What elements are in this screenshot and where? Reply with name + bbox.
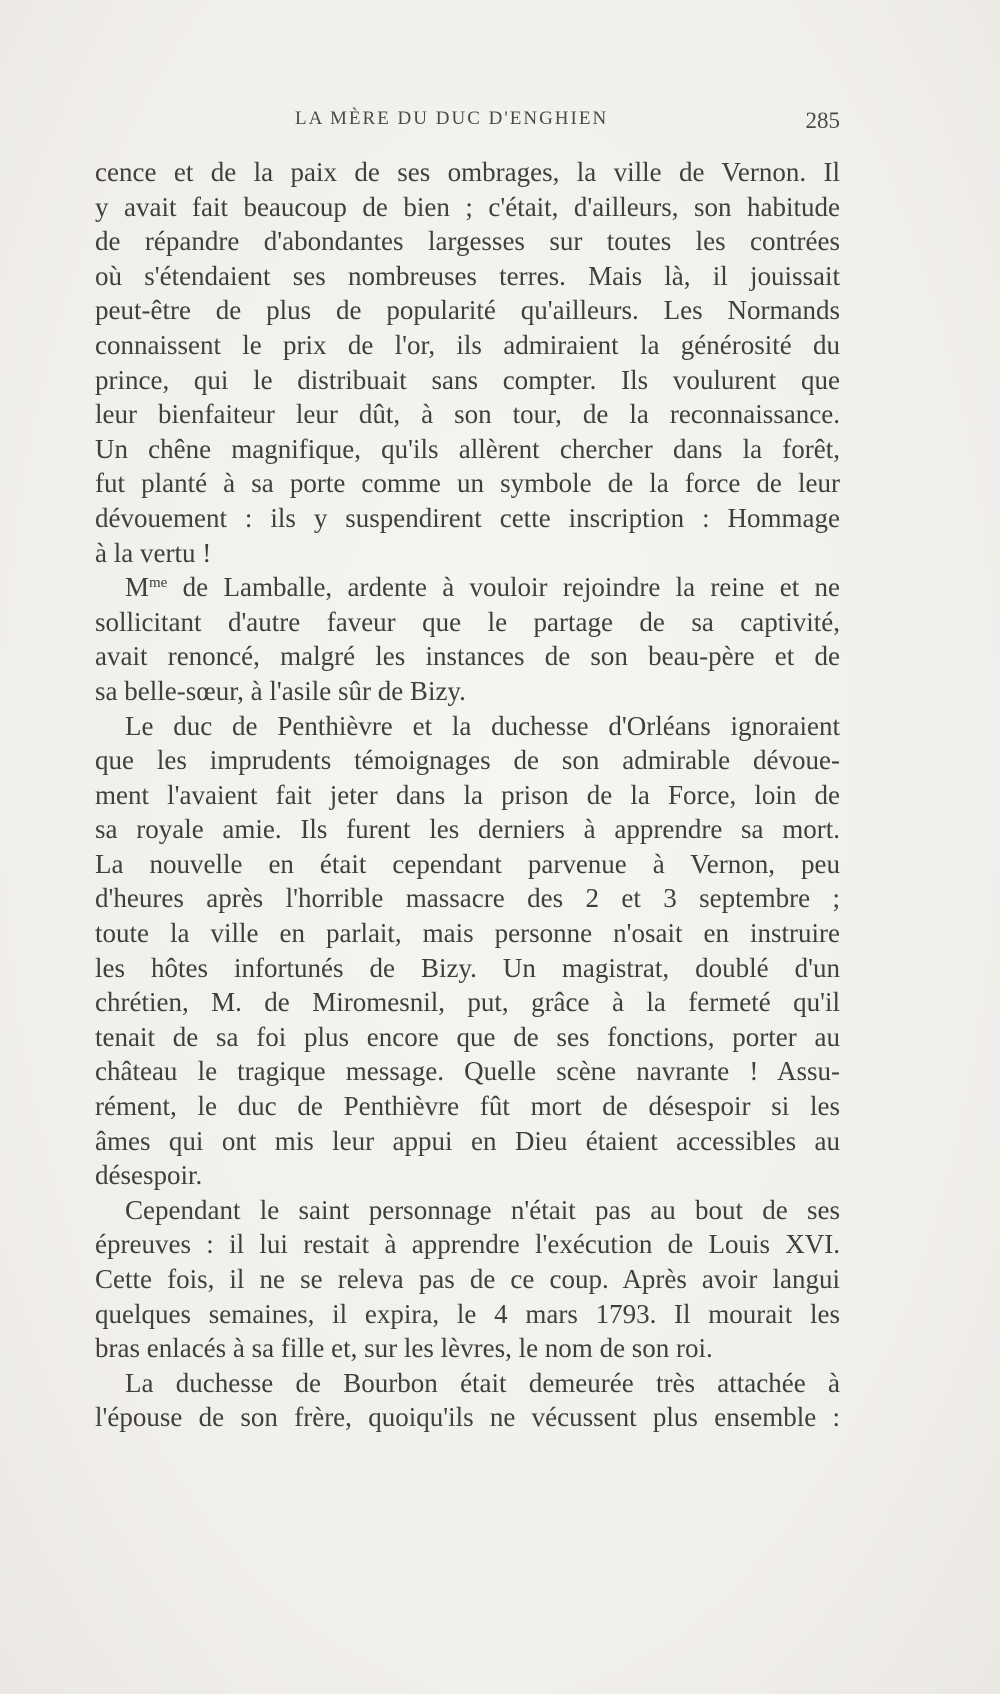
text-line: Un chêne magnifique, qu'ils allèrent chercher dans la forêt, xyxy=(95,433,840,464)
text-line: cence et de la paix de ses ombrages, la ville de Vernon. Il xyxy=(95,157,840,187)
text-line: l'épouse de son frère, quoiqu'ils ne vécussent plus ensemble : xyxy=(95,1402,840,1433)
text-line: prince, qui le distribuait sans compter. Ils voulurent que xyxy=(95,364,840,395)
text-line: que les imprudents témoignages de son admirable dévoue- xyxy=(95,745,840,776)
text-line: Le duc de Penthièvre et la duchesse d'Orléans ignoraient xyxy=(125,710,840,741)
text-line: fut planté à sa porte comme un symbole de la force de leur xyxy=(95,468,840,499)
text-line: désespoir. xyxy=(95,1160,203,1191)
abbrev-madame xyxy=(125,572,167,602)
text-line: chrétien, M. de Miromesnil, put, grâce à la fermeté qu'il xyxy=(95,987,840,1018)
page-number: 285 xyxy=(805,108,840,133)
text-line: sa belle-sœur, à l'asile sûr de Bizy. xyxy=(95,675,466,706)
text-line: à la vertu ! xyxy=(95,537,212,568)
text-line: les hôtes infortunés de Bizy. Un magistrat, doublé d'un xyxy=(95,952,840,983)
text-line: connaissent le prix de l'or, ils admiraient la générosité du xyxy=(95,329,840,360)
text-line: où s'étendaient ses nombreuses terres. Mais là, il jouissait xyxy=(95,260,840,291)
text-line: tenait de sa foi plus encore que de ses fonctions, porter au xyxy=(95,1021,840,1052)
text-line: Cependant le saint personnage n'était pas au bout de ses xyxy=(125,1194,840,1225)
text-line: rément, le duc de Penthièvre fût mort de désespoir si les xyxy=(95,1091,840,1122)
text-line: y avait fait beaucoup de bien ; c'était, d'ailleurs, son habitude xyxy=(95,191,840,222)
text-line: avait renoncé, malgré les instances de son beau-père et de xyxy=(95,641,840,672)
text-line: âmes qui ont mis leur appui en Dieu étaient accessibles au xyxy=(95,1125,840,1156)
text-line: sa royale amie. Ils furent les derniers à apprendre sa mort. xyxy=(95,814,840,845)
text-line: d'heures après l'horrible massacre des 2 et 3 septembre ; xyxy=(95,883,840,914)
running-title: LA MÈRE DU DUC D'ENGHIEN xyxy=(295,108,609,129)
text-line: peut-être de plus de popularité qu'ailleurs. Les Normands xyxy=(95,295,840,326)
text-line: sollicitant d'autre faveur que le partage de sa captivité, xyxy=(95,606,840,637)
body-text xyxy=(95,155,840,1435)
paragraph-start-line xyxy=(95,570,840,605)
text-line: dévouement : ils y suspendirent cette inscription : Hommage xyxy=(95,502,840,533)
running-head xyxy=(95,108,840,138)
text-line: leur bienfaiteur leur dût, à son tour, de la reconnaissance. xyxy=(95,399,840,430)
text-line: Cette fois, il ne se releva pas de ce coup. Après avoir langui xyxy=(95,1264,840,1294)
abbrev-superscript: me xyxy=(149,575,168,592)
text-line: bras enlacés à sa fille et, sur les lèvres, le nom de son roi. xyxy=(95,1333,713,1364)
text-line: quelques semaines, il expira, le 4 mars 1793. Il mourait les xyxy=(95,1298,840,1329)
text-line: toute la ville en parlait, mais personne n'osait en instruire xyxy=(95,918,840,949)
text-line: ment l'avaient fait jeter dans la prison de la Force, loin de xyxy=(95,779,840,810)
text-line: La duchesse de Bourbon était demeurée très attachée à xyxy=(125,1367,840,1398)
text-line: La nouvelle en était cependant parvenue à Vernon, peu xyxy=(95,848,840,879)
text-line: de Lamballe, ardente à vouloir rejoindre la reine et ne xyxy=(182,572,840,603)
text-line: épreuves : il lui restait à apprendre l'exécution de Louis XVI. xyxy=(95,1229,840,1260)
text-line: de répandre d'abondantes largesses sur toutes les contrées xyxy=(95,226,840,257)
abbrev-base: M xyxy=(125,572,150,603)
text-line: château le tragique message. Quelle scène navrante ! Assu- xyxy=(95,1056,840,1087)
